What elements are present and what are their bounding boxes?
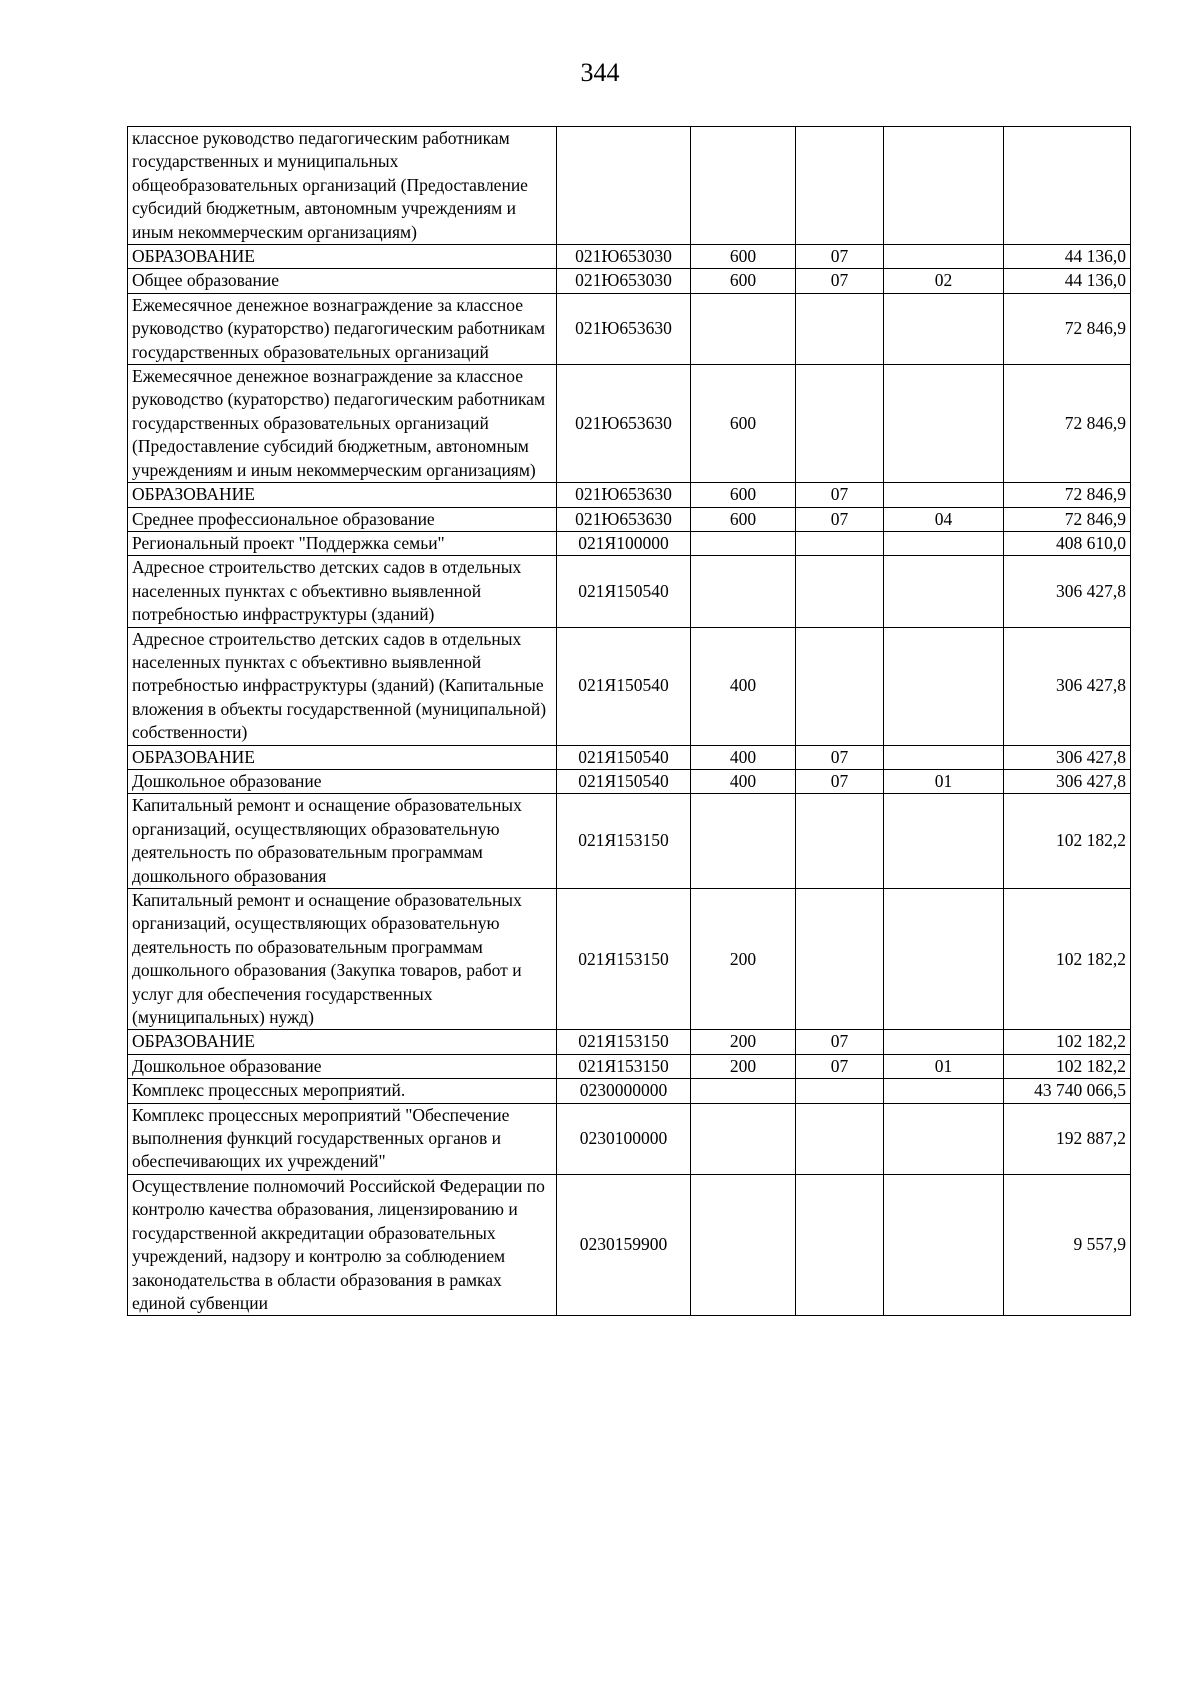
expense-type-cell: 600 <box>691 245 796 269</box>
table-row <box>128 531 1131 555</box>
expense-type-cell: 600 <box>691 365 796 483</box>
target-code-cell: 021Я153150 <box>557 889 691 1030</box>
table-row <box>128 365 1131 483</box>
expense-type-cell <box>691 556 796 627</box>
subsection-cell <box>884 127 1004 245</box>
amount-cell: 306 427,8 <box>1004 556 1131 627</box>
table-row <box>128 889 1131 1030</box>
section-cell: 07 <box>796 507 884 531</box>
amount-cell: 72 846,9 <box>1004 365 1131 483</box>
table-row <box>128 507 1131 531</box>
subsection-cell <box>884 889 1004 1030</box>
amount-cell: 44 136,0 <box>1004 269 1131 293</box>
table-row <box>128 769 1131 793</box>
section-cell <box>796 293 884 364</box>
amount-cell: 102 182,2 <box>1004 1030 1131 1054</box>
section-cell <box>796 556 884 627</box>
budget-table <box>127 126 1131 1316</box>
table-row <box>128 794 1131 889</box>
section-cell: 07 <box>796 1030 884 1054</box>
amount-cell: 43 740 066,5 <box>1004 1079 1131 1103</box>
row-name-cell: Комплекс процессных мероприятий "Обеспечение выполнения функций государственных органов и обеспечивающих их учреждений" <box>128 1103 557 1174</box>
expense-type-cell: 400 <box>691 627 796 745</box>
row-name-cell: Комплекс процессных мероприятий. <box>128 1079 557 1103</box>
row-name-cell: Региональный проект "Поддержка семьи" <box>128 531 557 555</box>
section-cell <box>796 794 884 889</box>
section-cell <box>796 531 884 555</box>
target-code-cell: 021Я150540 <box>557 769 691 793</box>
subsection-cell <box>884 1103 1004 1174</box>
amount-cell: 72 846,9 <box>1004 507 1131 531</box>
target-code-cell: 021Ю653630 <box>557 293 691 364</box>
target-code-cell: 021Я100000 <box>557 531 691 555</box>
row-name-cell: Среднее профессиональное образование <box>128 507 557 531</box>
subsection-cell <box>884 627 1004 745</box>
expense-type-cell <box>691 1103 796 1174</box>
target-code-cell: 0230159900 <box>557 1174 691 1315</box>
expense-type-cell: 200 <box>691 889 796 1030</box>
expense-type-cell <box>691 293 796 364</box>
target-code-cell: 021Я153150 <box>557 1054 691 1078</box>
row-name-cell: ОБРАЗОВАНИЕ <box>128 245 557 269</box>
subsection-cell <box>884 1030 1004 1054</box>
expense-type-cell: 400 <box>691 769 796 793</box>
subsection-cell <box>884 365 1004 483</box>
table-row <box>128 556 1131 627</box>
expense-type-cell: 600 <box>691 269 796 293</box>
table-row <box>128 1054 1131 1078</box>
expense-type-cell: 200 <box>691 1054 796 1078</box>
table-row <box>128 1174 1131 1315</box>
expense-type-cell: 400 <box>691 745 796 769</box>
table-row <box>128 127 1131 245</box>
target-code-cell <box>557 127 691 245</box>
section-cell: 07 <box>796 769 884 793</box>
target-code-cell: 021Я150540 <box>557 745 691 769</box>
expense-type-cell <box>691 531 796 555</box>
target-code-cell: 021Ю653630 <box>557 483 691 507</box>
amount-cell: 44 136,0 <box>1004 245 1131 269</box>
row-name-cell: ОБРАЗОВАНИЕ <box>128 1030 557 1054</box>
target-code-cell: 0230100000 <box>557 1103 691 1174</box>
table-row <box>128 269 1131 293</box>
amount-cell: 408 610,0 <box>1004 531 1131 555</box>
section-cell <box>796 1079 884 1103</box>
amount-cell: 72 846,9 <box>1004 483 1131 507</box>
table-row <box>128 1079 1131 1103</box>
amount-cell: 102 182,2 <box>1004 794 1131 889</box>
row-name-cell: Дошкольное образование <box>128 769 557 793</box>
row-name-cell: Адресное строительство детских садов в отдельных населенных пунктах с объективно выявленной потребностью инфраструктуры (зданий) (Капитальные вложения в объекты государственной (муниципальной) собственности) <box>128 627 557 745</box>
amount-cell: 9 557,9 <box>1004 1174 1131 1315</box>
subsection-cell <box>884 556 1004 627</box>
expense-type-cell <box>691 127 796 245</box>
amount-cell: 306 427,8 <box>1004 627 1131 745</box>
table-row <box>128 483 1131 507</box>
section-cell: 07 <box>796 1054 884 1078</box>
row-name-cell: Осуществление полномочий Российской Федерации по контролю качества образования, лицензированию и государственной аккредитации образовательных учреждений, надзору и контролю за соблюдением законодательства в области образования в рамках единой субвенции <box>128 1174 557 1315</box>
amount-cell: 306 427,8 <box>1004 745 1131 769</box>
section-cell <box>796 889 884 1030</box>
section-cell: 07 <box>796 245 884 269</box>
section-cell <box>796 1174 884 1315</box>
subsection-cell: 01 <box>884 1054 1004 1078</box>
expense-type-cell <box>691 1079 796 1103</box>
section-cell: 07 <box>796 269 884 293</box>
expense-type-cell: 600 <box>691 483 796 507</box>
amount-cell <box>1004 127 1131 245</box>
amount-cell: 72 846,9 <box>1004 293 1131 364</box>
row-name-cell: Ежемесячное денежное вознаграждение за классное руководство (кураторство) педагогическим работникам государственных образовательных организаций (Предоставление субсидий бюджетным, автономным учреждениям и иным некоммерческим организациям) <box>128 365 557 483</box>
subsection-cell <box>884 1174 1004 1315</box>
subsection-cell <box>884 745 1004 769</box>
target-code-cell: 021Ю653030 <box>557 269 691 293</box>
target-code-cell: 021Я153150 <box>557 794 691 889</box>
target-code-cell: 021Ю653030 <box>557 245 691 269</box>
table-row <box>128 627 1131 745</box>
target-code-cell: 021Ю653630 <box>557 365 691 483</box>
subsection-cell <box>884 483 1004 507</box>
table-row <box>128 293 1131 364</box>
row-name-cell: Ежемесячное денежное вознаграждение за классное руководство (кураторство) педагогическим работникам государственных образовательных организаций <box>128 293 557 364</box>
section-cell <box>796 627 884 745</box>
row-name-cell: Капитальный ремонт и оснащение образовательных организаций, осуществляющих образовательную деятельность по образовательным программам дошкольного образования <box>128 794 557 889</box>
subsection-cell: 04 <box>884 507 1004 531</box>
table-row <box>128 245 1131 269</box>
row-name-cell: Дошкольное образование <box>128 1054 557 1078</box>
section-cell <box>796 1103 884 1174</box>
target-code-cell: 021Ю653630 <box>557 507 691 531</box>
subsection-cell: 02 <box>884 269 1004 293</box>
target-code-cell: 021Я150540 <box>557 627 691 745</box>
row-name-cell: классное руководство педагогическим работникам государственных и муниципальных общеобразовательных организаций (Предоставление субсидий бюджетным, автономным учреждениям и иным некоммерческим организациям) <box>128 127 557 245</box>
subsection-cell <box>884 794 1004 889</box>
section-cell <box>796 127 884 245</box>
subsection-cell <box>884 1079 1004 1103</box>
table-row <box>128 1030 1131 1054</box>
subsection-cell <box>884 293 1004 364</box>
subsection-cell <box>884 531 1004 555</box>
target-code-cell: 021Я153150 <box>557 1030 691 1054</box>
subsection-cell: 01 <box>884 769 1004 793</box>
table-row <box>128 1103 1131 1174</box>
page-number: 344 <box>580 58 620 87</box>
row-name-cell: ОБРАЗОВАНИЕ <box>128 483 557 507</box>
section-cell: 07 <box>796 483 884 507</box>
budget-table-body <box>128 127 1131 1316</box>
section-cell: 07 <box>796 745 884 769</box>
amount-cell: 102 182,2 <box>1004 1054 1131 1078</box>
row-name-cell: Капитальный ремонт и оснащение образовательных организаций, осуществляющих образовательную деятельность по образовательным программам дошкольного образования (Закупка товаров, работ и услуг для обеспечения государственных (муниципальных) нужд) <box>128 889 557 1030</box>
expense-type-cell <box>691 794 796 889</box>
subsection-cell <box>884 245 1004 269</box>
section-cell <box>796 365 884 483</box>
expense-type-cell <box>691 1174 796 1315</box>
target-code-cell: 0230000000 <box>557 1079 691 1103</box>
expense-type-cell: 600 <box>691 507 796 531</box>
row-name-cell: ОБРАЗОВАНИЕ <box>128 745 557 769</box>
target-code-cell: 021Я150540 <box>557 556 691 627</box>
table-row <box>128 745 1131 769</box>
row-name-cell: Адресное строительство детских садов в отдельных населенных пунктах с объективно выявленной потребностью инфраструктуры (зданий) <box>128 556 557 627</box>
amount-cell: 102 182,2 <box>1004 889 1131 1030</box>
row-name-cell: Общее образование <box>128 269 557 293</box>
amount-cell: 192 887,2 <box>1004 1103 1131 1174</box>
expense-type-cell: 200 <box>691 1030 796 1054</box>
amount-cell: 306 427,8 <box>1004 769 1131 793</box>
